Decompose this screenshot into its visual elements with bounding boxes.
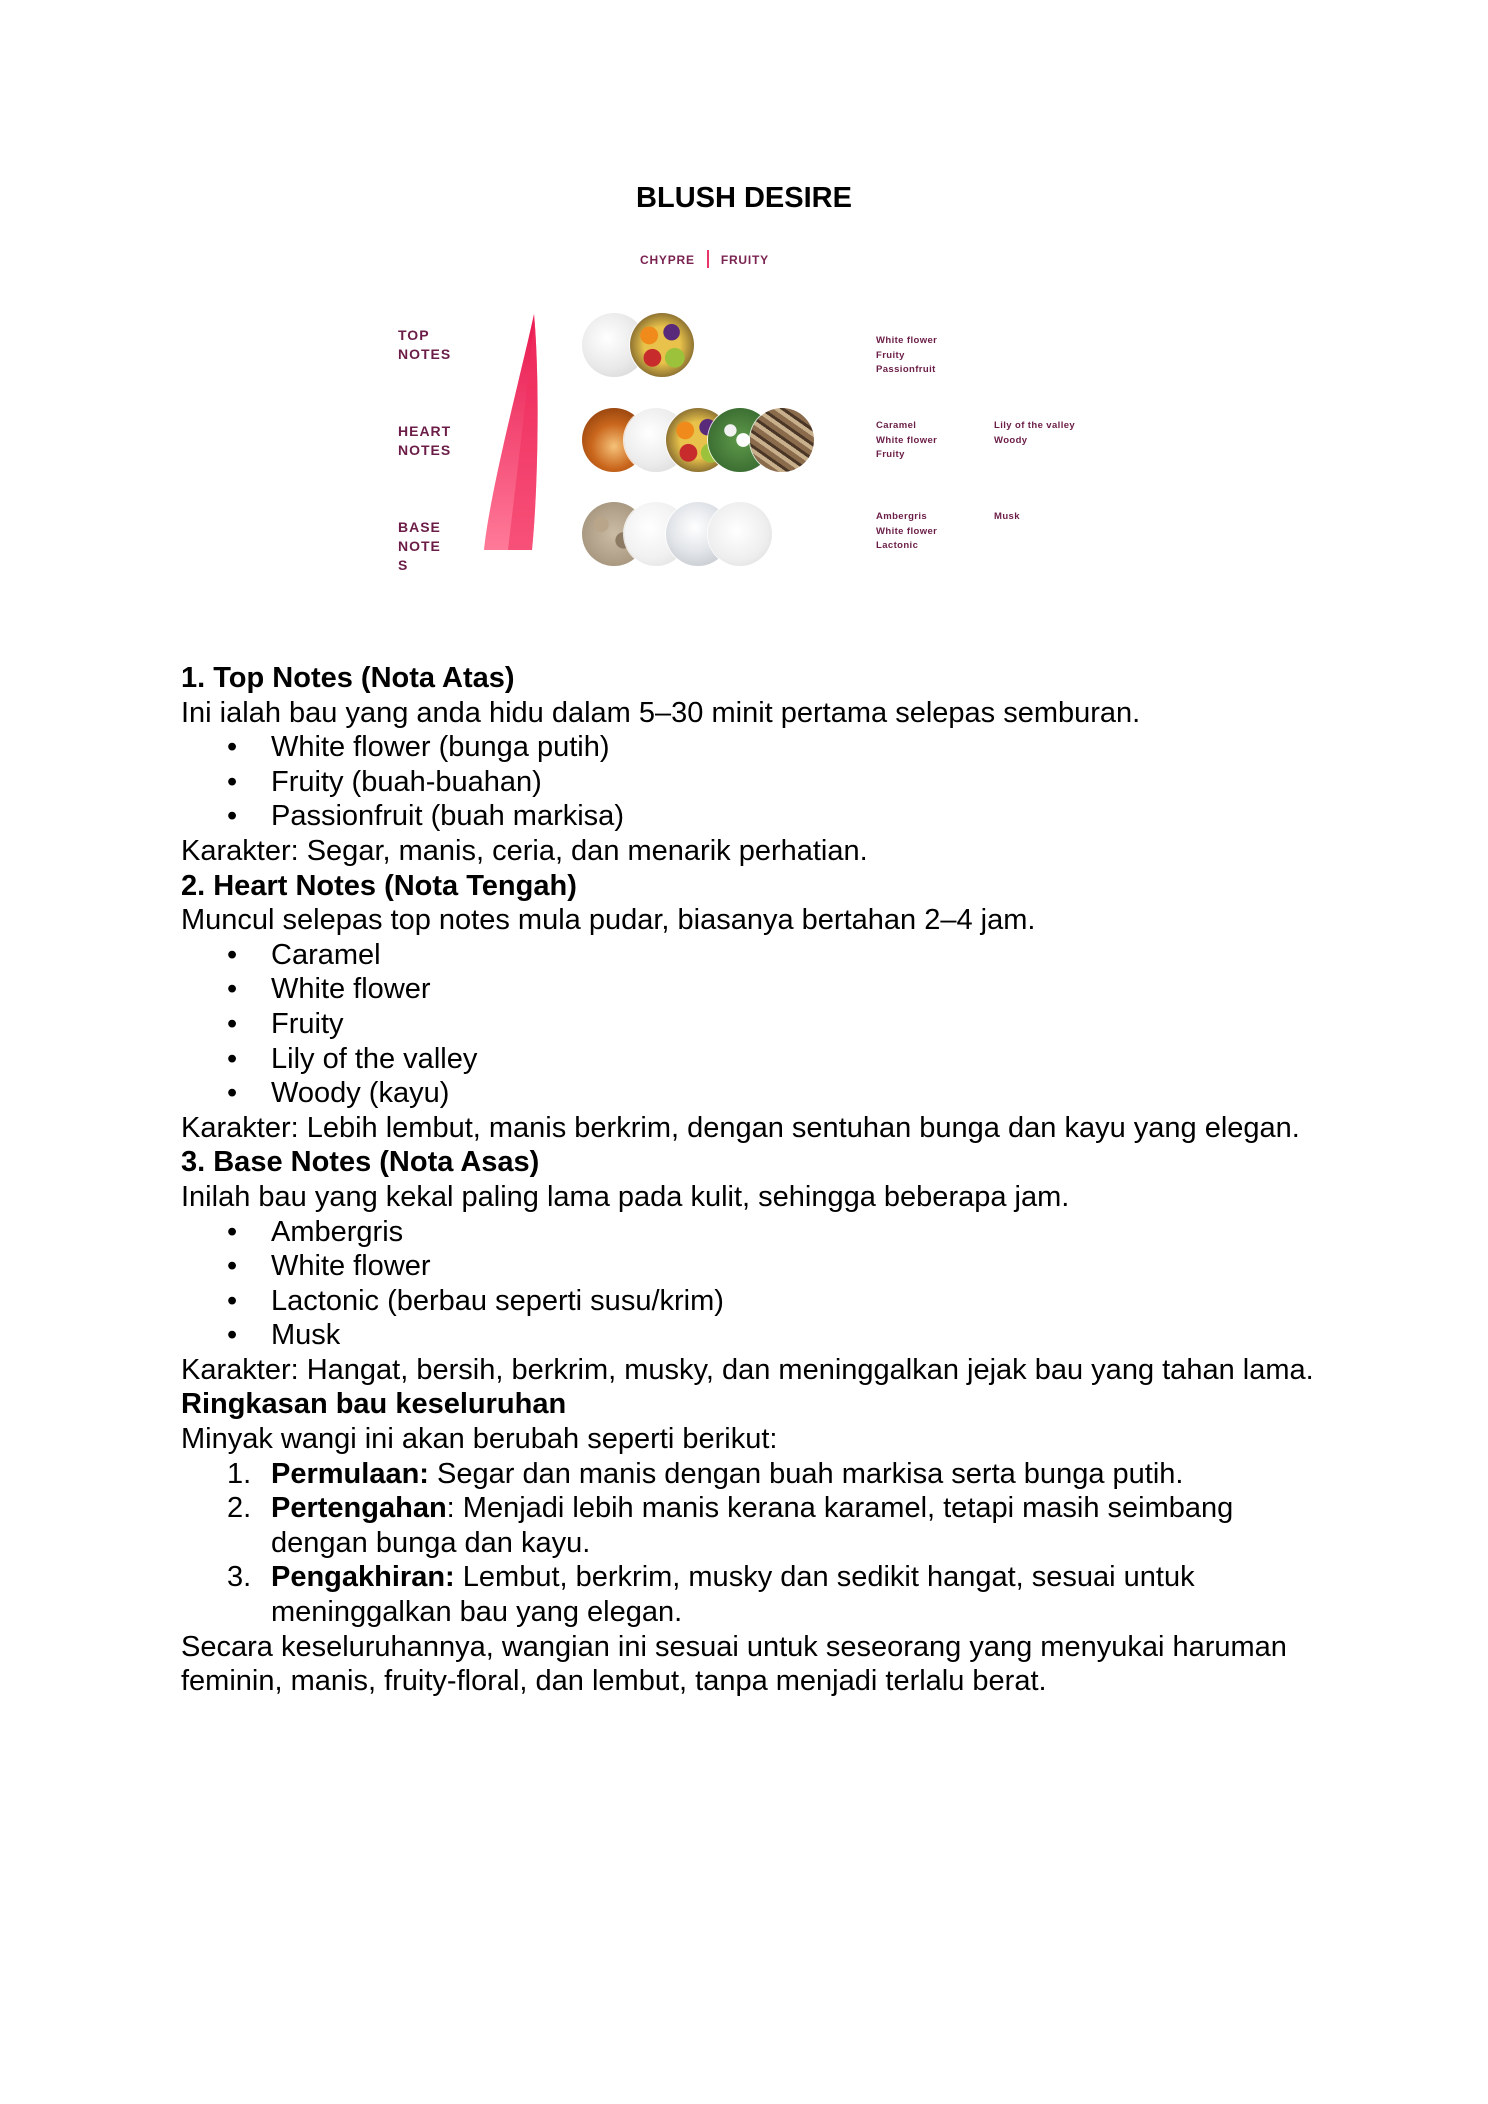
heart-notes-list-col1 (876, 419, 937, 463)
base-notes-images (582, 502, 822, 566)
note-item: Lily of the valley (994, 420, 1076, 431)
note-item: Caramel (876, 420, 917, 431)
note-item: Ambergris (876, 511, 928, 522)
summary-step: 3. Pengakhiran: Lembut, berkrim, musky dan sedikit hangat, sesuai untuk meninggalkan bau yang elegan. (227, 1561, 1195, 1629)
list-item: • Lactonic (berbau seperti susu/krim) (271, 1284, 1321, 1319)
summary-steps (181, 1457, 1321, 1630)
heart-notes-label: HEART NOTES (398, 423, 452, 458)
section-intro: Inilah bau yang kekal paling lama pada kulit, sehingga beberapa jam. (181, 1180, 1070, 1213)
family-fruity: FRUITY (720, 253, 769, 267)
step-text: Segar dan manis dengan buah markisa serta bunga putih. (428, 1457, 1184, 1490)
list-item: • Musk (271, 1318, 1321, 1353)
top-notes-list (876, 334, 937, 378)
top-notes-images (582, 313, 822, 377)
summary-step: 1. Permulaan: Segar dan manis dengan buah markisa serta bunga putih. (227, 1457, 1184, 1490)
base-notes-bullets (181, 1215, 1321, 1353)
note-item: Passionfruit (876, 364, 936, 375)
note-item: Woody (994, 434, 1028, 446)
list-item: • Ambergris (271, 1215, 1321, 1250)
step-label: Pertengahan (271, 1492, 447, 1525)
summary-intro: Minyak wangi ini akan berubah seperti berikut: (181, 1423, 778, 1456)
note-item: Fruity (876, 449, 905, 460)
section-intro: Muncul selepas top notes mula pudar, biasanya bertahan 2–4 jam. (181, 904, 1036, 937)
wood-photo (750, 408, 814, 472)
step-text: : Menjadi lebih manis kerana karamel, tetapi masih seimbang dengan bunga dan kayu. (271, 1492, 1234, 1559)
note-item: White flower (876, 525, 938, 537)
section-character: Karakter: Segar, manis, ceria, dan menarik perhatian. (181, 834, 868, 867)
section-intro: Ini ialah bau yang anda hidu dalam 5–30 minit pertama selepas semburan. (181, 696, 1141, 729)
note-item: Musk (994, 511, 1020, 522)
list-item: • White flower (271, 1249, 1321, 1284)
section-heading-top-notes: 1. Top Notes (Nota Atas) (181, 662, 515, 694)
document-title: BLUSH DESIRE (636, 182, 852, 214)
heart-notes-bullets (181, 938, 1321, 1111)
list-item: • Passionfruit (buah markisa) (271, 799, 1321, 834)
heart-notes-list-col2 (994, 419, 1075, 448)
fragrance-family (640, 250, 769, 268)
document-body (181, 661, 1321, 1699)
step-label: Permulaan: (271, 1457, 429, 1490)
base-notes-list-col1 (876, 510, 937, 554)
note-item: White flower (876, 335, 938, 346)
step-label: Pengakhiran: (271, 1561, 455, 1594)
top-notes-bullets (181, 730, 1321, 834)
family-chypre: CHYPRE (640, 253, 695, 267)
family-separator (707, 250, 709, 268)
note-item: Fruity (876, 349, 905, 361)
list-item: • White flower (271, 972, 1321, 1007)
section-character: Karakter: Lebih lembut, manis berkrim, dengan sentuhan bunga dan kayu yang elegan. (181, 1111, 1300, 1144)
summary-heading: Ringkasan bau keseluruhan (181, 1388, 567, 1421)
list-item: • White flower (bunga putih) (271, 730, 1321, 765)
note-item: Lactonic (876, 540, 919, 551)
list-item: • Fruity (271, 1007, 1321, 1042)
section-heading-base-notes: 3. Base Notes (Nota Asas) (181, 1146, 540, 1179)
list-item: • Caramel (271, 938, 1321, 973)
section-character: Karakter: Hangat, bersih, berkrim, musky, dan meninggalkan jejak bau yang tahan lama. (181, 1353, 1314, 1386)
list-item: • Fruity (buah-buahan) (271, 765, 1321, 800)
top-notes-label: TOP NOTES (398, 327, 452, 362)
musk-photo (708, 502, 772, 566)
section-heading-heart-notes: 2. Heart Notes (Nota Tengah) (181, 869, 577, 902)
fruit-photo (630, 313, 694, 377)
pyramid-drop-shape (482, 310, 552, 560)
summary-step: 2. Pertengahan: Menjadi lebih manis kerana karamel, tetapi masih seimbang dengan bunga dan kayu. (227, 1492, 1234, 1559)
base-notes-list-col2 (994, 510, 1020, 525)
list-item: • Lily of the valley (271, 1042, 1321, 1077)
note-item: White flower (876, 434, 938, 446)
step-text: Lembut, berkrim, musky dan sedikit hangat, sesuai untuk meninggalkan bau yang elegan. (271, 1561, 1195, 1629)
summary-closing: Secara keseluruhannya, wangian ini sesuai untuk seseorang yang menyukai haruman feminin, manis, fruity-floral, dan lembut, tanpa menjadi terlalu berat. (181, 1630, 1287, 1698)
fragrance-pyramid-figure (390, 240, 1150, 590)
heart-notes-images (582, 408, 822, 472)
base-notes-label: BASE NOTE S (398, 519, 441, 573)
list-item: • Woody (kayu) (271, 1076, 1321, 1111)
